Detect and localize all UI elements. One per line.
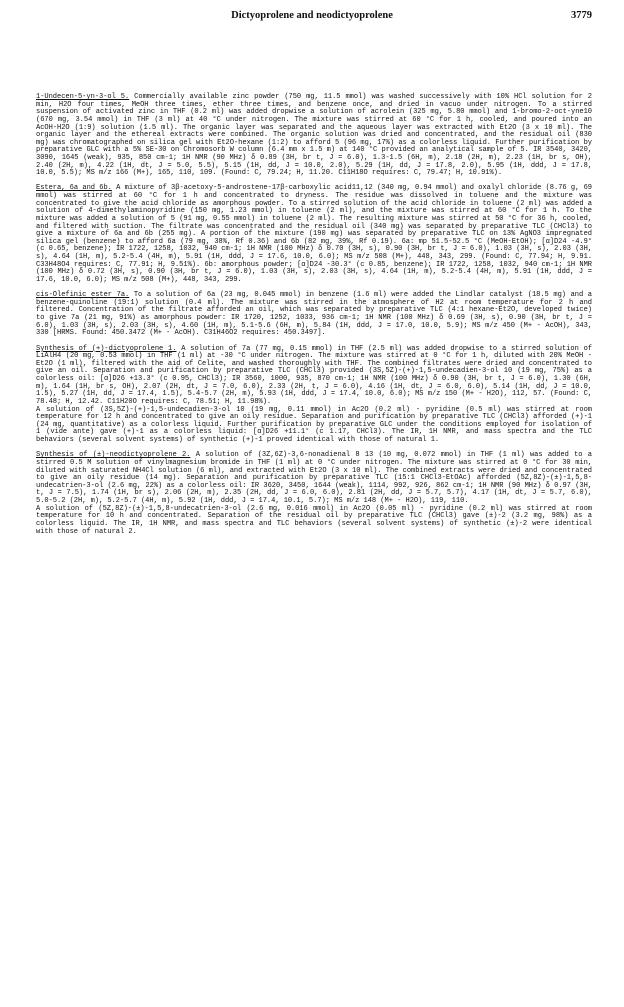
paragraph-heading: 1-Undecen-5-yn-3-ol 5. — [36, 93, 130, 101]
paragraph-heading: cis-Olefinic ester 7a. — [36, 291, 130, 300]
paragraph-text: To a solution of 6a (23 mg, 0.045 mmol) in benzene (1.6 ml) were added the Lindlar catalyst (18.5 mg) and a benzene-quinoline (19:1) solution (0.4 ml). The mixture was stirred in the atmosphere of H2 at room temperature for 2 h and filtered. Concentration of the filtrate afforded an oil, which was separated by preparative TLC (4:1 hexane-Et2O, developed twice) to give 7a (21 mg, 91%) as amorphous powder: IR 1720, 1252, 1033, 936 cm-1; 1H NMR (100 MHz) δ 0.69 (3H, s), 0.90 (3H, br t, J = 6.0), 1.03 (3H, s), 2.03 (3H, s), 4.60 (1H, m), 5.1-5.6 (6H, m), 5.84 (1H, ddd, J = 17.0, 10.0, 5.9); MS m/z 450 (M+ - AcOH), 343, 330 [HRMS. Found: 450.3472 (M+ - AcOH). C31H46O2 requires: 450.3497]. — [36, 291, 593, 338]
paragraph-cis-olefinic-ester — [36, 292, 592, 338]
paragraph-heading: Synthesis of (±)-neodictyoprolene 2. — [36, 451, 191, 460]
paragraph-esters-6a-6b — [36, 185, 592, 284]
page-body — [36, 94, 592, 544]
paragraph-acetylation-2 — [36, 506, 592, 537]
paragraph-synthesis-neodictyoprolene — [36, 452, 592, 505]
paragraph-synthesis-dictyoprolene — [36, 346, 592, 407]
paragraph-text: A solution of (3S,5Z)-(+)-1,5-undecadien-3-ol 10 (19 mg, 0.11 mmol) in Ac2O (0.2 ml) - pyridine (0.5 ml) was stirred at room temperature for 12 h and concentrated to give an oily residue. Separation and purification by preparative TLC (CHCl3) afforded (+)-1 (24 mg, quantitative) as a colorless liquid. Further purification by preparative GLC under the conditions employed for isolation of 1 (vide ante) gave (+)-1 as a colorless liquid: [α]D26 +11.1° (c 1.17, CHCl3). The IR, 1H NMR, and mass spectra and the TLC behaviors (several solvent systems) of synthetic (+)-1 proved identical with those of natural 1. — [36, 405, 592, 445]
page-number: 3779 — [571, 10, 592, 21]
paragraph-text: A solution of 7a (77 mg, 0.15 mmol) in THF (2.5 ml) was added dropwise to a stirred solution of LiAlH4 (20 mg, 0.53 mmol) in THF (1 ml) at -30 °C under nitrogen. The mixture was stirred at 0 °C for 1 h, diluted with 20% MeOH - Et2O (1 ml), filtered with the aid of Celite, and washed thoroughly with THF. The combined filtrates were dried and concentrated to give an oil. Separation and purification by preparative TLC (CHCl3) provided (3S,5Z)-(+)-1,5-undecadien-3-ol 10 (19 mg, 75%) as a colorless oil: [α]D26 +13.3° (c 0.95, CHCl3); IR 3560, 1000, 935, 870 cm-1; 1H NMR (100 MHz) δ 0.90 (3H, br t, J = 6.0), 1.30 (6H, m), 1.64 (1H, br s, OH), 2.07 (2H, dt, J = 7.0, 6.0), 2.33 (2H, t, J = 6.0), 4.16 (1H, dt, J = 6.0, 6.0), 5.14 (1H, dd, J = 10.0, 1.5), 5.27 (1H, dd, J = 17.4, 1.5), 5.4-5.7 (2H, m), 5.93 (1H, ddd, J = 17.4, 10.0, 6.0); MS m/z 150 (M+ - H2O), 112, 57. (Found: C, 78.48; H, 12.42. C11H20O requires: C, 78.51; H, 11.98%). — [36, 344, 592, 406]
paragraph-acetylation-1 — [36, 407, 592, 445]
paragraph-alkynol-5 — [36, 94, 592, 178]
paragraph-text: A mixture of 3β-acetoxy-5-androstene-17β-carboxylic acid11,12 (340 mg, 0.94 mmol) and oxalyl chloride (8.76 g, 69 mmol) was stirred at 60 °C for 1 h and concentrated to dryness. The residue was dissolved in toluene and the mixture was concentrated to give the acid chloride as amorphous powder. To a stirred solution of the acid chloride in toluene (2 ml) was added a solution of 4-dimethylaminopyridine (150 mg, 1.23 mmol) in toluene (2 ml), and the mixture was stirred at 60 °C for 1 h. To the mixture was added a solution of 5 (91 mg, 0.55 mmol) in toluene (2 ml). The resulting mixture was stirred at 50 °C for 36 h, cooled, and filtered with suction. The filtrate was concentrated and the residual oil (340 mg) was separated by preparative TLC (CHCl3) to give a mixture of 6a and 6b (255 mg). A portion of the mixture (190 mg) was separated by preparative TLC on 13% AgNO3 impregnated silica gel (benzene) to afford 6a (79 mg, 38%, Rf 0.36) and 6b (82 mg, 39%, Rf 0.19). 6a: mp 51.5-52.5 °C (MeOH-EtOH); [α]D24 -4.9° (c 0.65, benzene); IR 1722, 1258, 1032, 940 cm-1; 1H NMR (100 MHz) δ 0.70 (3H, s), 0.90 (3H, br t, J = 6.0), 1.03 (3H, s), 2.03 (3H, s), 4.64 (1H, m), 5.2-5.4 (4H, m), 5.91 (1H, ddd, J = 17.6, 10.0, 6.0); MS m/z 508 (M+), 448, 343, 299. (Found: C, 77.94; H, 9.91. C33H48O4 requires: C, 77.91; H, 9.51%). 6b: amorphous powder; [α]D24 -30.3° (c 0.85, benzene); IR 1722, 1258, 1032, 940 cm-1; 1H NMR (100 MHz) δ 0.72 (3H, s), 0.90 (3H, br t, J = 6.0), 1.03 (3H, s), 2.03 (3H, s), 4.64 (1H, m), 5.2-5.4 (4H, m), 5.91 (1H, ddd, J = 17.6, 10.0, 6.0); MS m/z 508 (M+), 448, 343, 299. — [36, 184, 592, 284]
paragraph-text: A solution of (3Z,6Z)-3,6-nonadienal 8 13 (10 mg, 0.072 mmol) in THF (1 ml) was added to a stirred 0.5 M solution of vinylmagnesium bromide in THF (1 ml) at 0 °C under nitrogen. The mixture was stirred at 0 °C for 30 min, diluted with saturated NH4Cl solution (6 ml), and extracted with Et2O (3 x 10 ml). The combined extracts were dried and concentrated to give an oily residue (14 mg). Separation and purification by preparative TLC (15:1 CHCl3-EtOAc) afforded (5Z,8Z)-(±)-1,5,8-undecatrien-3-ol (2.6 mg, 22%) as a colorless oil: IR 3620, 3450, 1644 (weak), 1114, 992, 926, 862 cm-1; 1H NMR (90 MHz) δ 0.97 (3H, t, J = 7.5), 1.74 (1H, br s), 2.06 (2H, m), 2.35 (2H, dd, J = 6.0, 6.0), 2.81 (2H, dd, J = 5.7, 5.7), 4.17 (1H, dt, J = 5.7, 6.0), 5.0-5.2 (2H, m), 5.2-5.7 (4H, m), 5.92 (1H, ddd, J = 17.4, 10.1, 5.7); MS m/z 148 (M+ - H2O), 119, 110. — [36, 451, 592, 506]
paragraph-text: Commercially available zinc powder (750 mg, 11.5 mmol) was washed successively with 10% HCl solution for 2 min, H2O four times, MeOH three times, ether three times, and benzene once, and dried in vacuo under nitrogen. To a stirred suspension of activated zinc in THF (0.2 ml) was added dropwise a solution of acrolein (325 mg, 5.80 mmol) and 1-bromo-2-oct-yne10 (670 mg, 3.54 mmol) in THF (3 ml) at 40 °C under nitrogen. The mixture was stirred at 60 °C for 1 h, cooled, and poured into an AcOH-H2O (1:9) solution (1.5 ml). The organic layer was separated and the aqueous layer was extracted with Et2O (3 x 10 ml). The organic layer and the ethereal extracts were combined. The organic solution was dried and concentrated, and the residual oil (830 mg) was chromatographed on silica gel with Et2O-hexane (1:2) to afford 5 (96 mg, 17%) as a colorless liquid. Further purification by preparative GLC with a 5% SE-30 on Chromosorb W column (6.4 mm x 1.5 m) at 140 °C provided an analytical sample of 5. IR 3540, 3420, 3090, 1645 (weak), 935, 850 cm-1; 1H NMR (90 MHz) δ 0.89 (3H, br t, J = 6.0), 1.3-1.5 (6H, m), 2.18 (2H, m), 2.23 (1H, br s, OH), 2.40 (2H, m), 4.22 (1H, dt, J = 5.0, 5.5), 5.15 (1H, dd, J = 10.0, 2.0), 5.29 (1H, dd, J = 17.8, 2.0), 5.95 (1H, ddd, J = 17.8, 10.0, 5.5); MS m/z 166 (M+), 165, 110, 109. (Found: C, 79.24; H, 11.20. C11H18O requires: C, 79.47; H, 10.91%). — [36, 93, 592, 178]
paragraph-heading: Estera, 6a and 6b. — [36, 184, 112, 193]
paragraph-heading: Synthesis of (+)-dictyoprolene 1. — [36, 344, 177, 353]
running-title: Dictyoprolene and neodictyoprolene — [231, 10, 393, 21]
page-header — [0, 10, 624, 24]
paragraph-text: A solution of (5Z,8Z)-(±)-1,5,8-undecatrien-3-ol (2.6 mg, 0.016 mmol) in Ac2O (0.05 ml) - pyridine (0.2 ml) was stirred at room temperature for 10 h and concentrated. Separation of the residual oil by preparative TLC (CHCl3) gave (±)-2 (3.2 mg, 98%) as a colorless liquid. The IR, 1H NMR, and mass spectra and TLC behaviors (several solvent systems) of synthetic (±)-2 were identical with those of natural 2. — [36, 504, 592, 536]
